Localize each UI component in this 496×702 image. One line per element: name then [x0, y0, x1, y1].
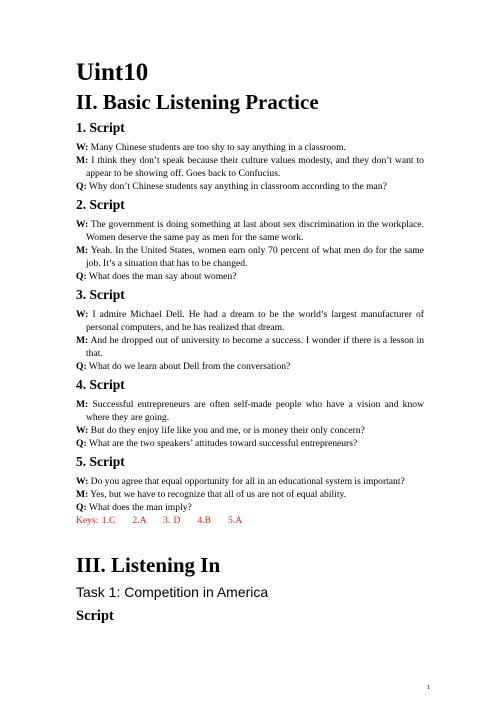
section-heading-basic-listening: II. Basic Listening Practice	[76, 90, 319, 114]
speaker-label: W:	[76, 142, 89, 153]
dialogue-line	[76, 308, 424, 334]
speaker-label: Q:	[76, 502, 87, 513]
section-heading-listening-in: III. Listening In	[76, 553, 221, 577]
dialogue-line	[76, 398, 424, 424]
question-text: What do we learn about Dell from the conversation?	[88, 361, 291, 372]
question-line	[76, 360, 424, 373]
speaker-label: M:	[76, 335, 89, 346]
page-content	[76, 58, 424, 625]
dialogue-text: I admire Michael Dell. He had a dream to be the world’s largest manufacturer of personal computers, and he has realized that dream.	[86, 309, 424, 333]
dialogue-line	[76, 244, 424, 270]
speaker-label: Q:	[76, 361, 87, 372]
script-block-3	[76, 287, 424, 373]
script-heading: 4. Script	[76, 377, 125, 392]
dialogue-text: Successful entrepreneurs are often self-made people who have a vision and know where they are going.	[86, 399, 424, 423]
task-title: Task 1: Competition in America	[76, 584, 269, 600]
dialogue-line	[76, 488, 424, 501]
script-block-2	[76, 197, 424, 283]
speaker-label: M:	[76, 399, 89, 410]
dialogue-text: Yeah. In the United States, women earn only 70 percent of what men do for the same job. It’s a situation that has to be changed.	[86, 245, 424, 269]
question-line	[76, 501, 424, 514]
dialogue-text: Many Chinese students are too shy to say anything in a classroom.	[90, 142, 346, 153]
question-text: What does the man imply?	[88, 502, 192, 513]
dialogue-line	[76, 218, 424, 244]
dialogue-text: Yes, but we have to recognize that all of us are not of equal ability.	[90, 489, 347, 500]
speaker-label: Q:	[76, 181, 87, 192]
script-block-4	[76, 377, 424, 450]
question-text: What are the two speakers’ attitudes toward successful entrepreneurs?	[88, 438, 358, 449]
dialogue-line	[76, 424, 424, 437]
question-line	[76, 180, 424, 193]
script-heading: 3. Script	[76, 287, 125, 302]
question-line	[76, 270, 424, 283]
question-text: Why don’t Chinese students say anything in classroom according to the man?	[88, 181, 387, 192]
dialogue-line	[76, 141, 424, 154]
speaker-label: W:	[76, 476, 89, 487]
dialogue-text: And he dropped out of university to become a success. I wonder if there is a lesson in that.	[86, 335, 424, 359]
script-heading: 5. Script	[76, 454, 125, 469]
question-line	[76, 437, 424, 450]
speaker-label: Q:	[76, 271, 87, 282]
page-number: 1	[427, 684, 431, 691]
dialogue-text: But do they enjoy life like you and me, or is money their only concern?	[90, 425, 365, 436]
speaker-label: W:	[76, 309, 89, 320]
script-heading: 2. Script	[76, 197, 125, 212]
dialogue-text: Do you agree that equal opportunity for all in an educational system is important?	[90, 476, 405, 487]
script-block-1	[76, 120, 424, 193]
speaker-label: W:	[76, 425, 89, 436]
dialogue-line	[76, 154, 424, 180]
script-block-5	[76, 454, 424, 514]
dialogue-text: I think they don’t speak because their culture values modesty, and they don’t want to appear to be showing off. Goes back to Confucius.	[86, 155, 424, 179]
speaker-label: Q:	[76, 438, 87, 449]
speaker-label: W:	[76, 219, 89, 230]
unit-title: Uint10	[76, 59, 149, 86]
dialogue-line	[76, 334, 424, 360]
speaker-label: M:	[76, 489, 89, 500]
speaker-label: M:	[76, 245, 89, 256]
speaker-label: M:	[76, 155, 89, 166]
script-label: Script	[76, 608, 114, 624]
answer-keys: Keys: 1.C 2.A 3. D 4.B 5.A	[76, 515, 243, 526]
dialogue-text: The government is doing something at last about sex discrimination in the workplace. Women deserve the same pay as men for the same work.	[86, 219, 424, 243]
script-heading: 1. Script	[76, 120, 125, 135]
dialogue-line	[76, 475, 424, 488]
question-text: What does the man say about women?	[88, 271, 237, 282]
